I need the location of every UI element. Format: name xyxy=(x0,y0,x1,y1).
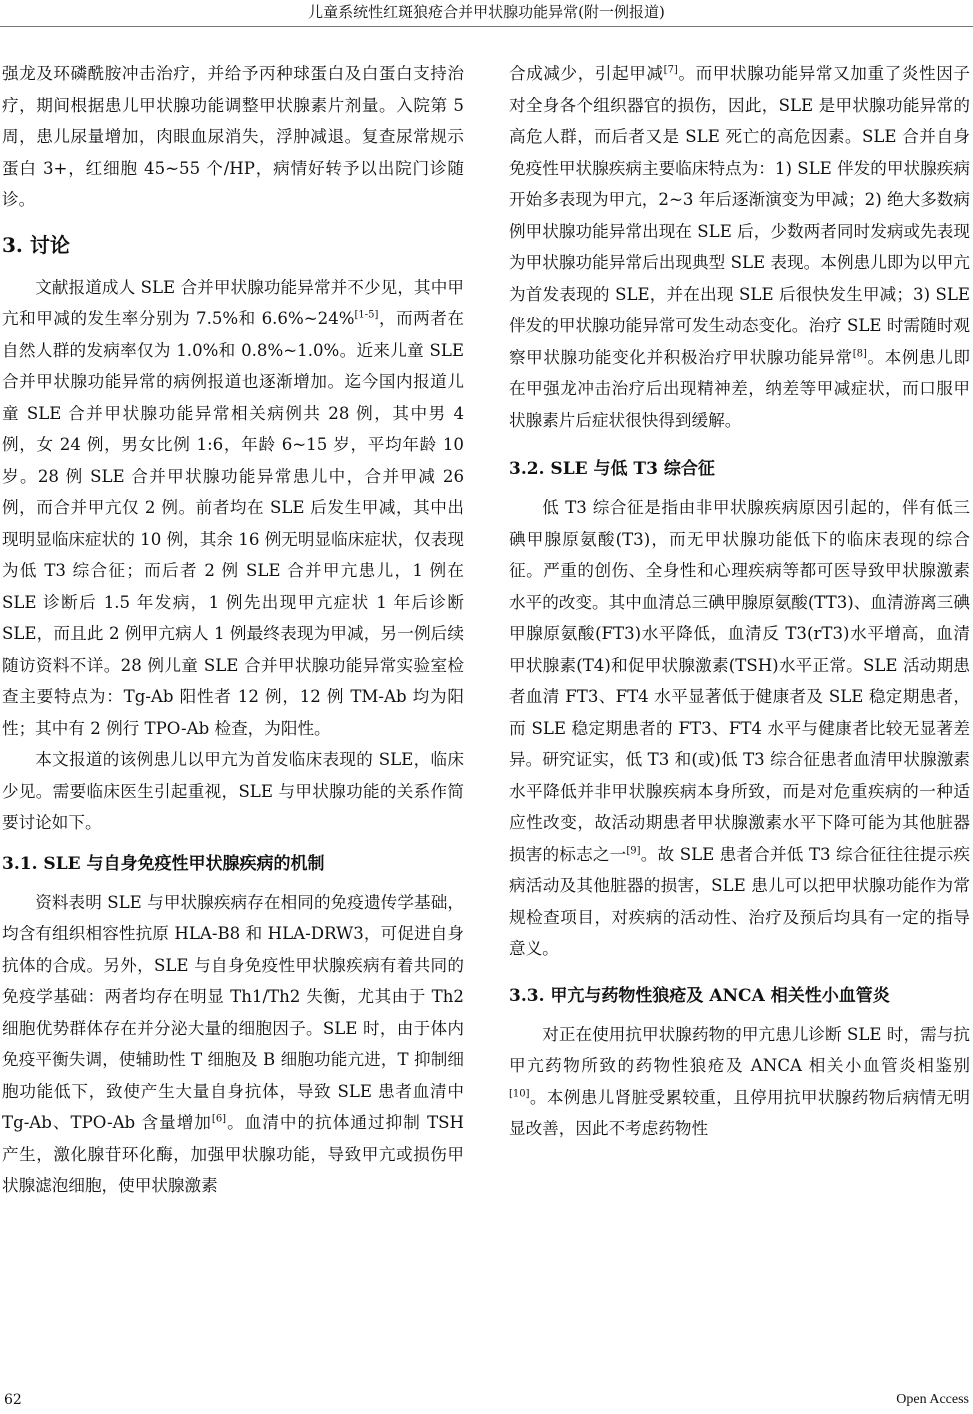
text-span: 资料表明 SLE 与甲状腺疾病存在相同的免疫遗传学基础，均含有组织相容性抗原 HLA-B8 和 HLA-DRW3，可促进自身抗体的合成。另外，SLE 与自身免疫性甲状腺疾病有着共同的免疫学基础：两者均存在明显 Th1/Th2 失衡，尤其由于 Th2 细胞优势群体存在并分泌大量的细胞因子。SLE 时，由于体内免疫平衡失调，使辅助性 T 细胞及 B 细胞功能亢进，T 抑制细胞功能低下，致使产生大量自身抗体，导致 SLE 患者血清中 Tg-Ab、TPO-Ab 含量增加 xyxy=(2,892,464,1132)
running-header: 儿童系统性红斑狼疮合并甲状腺功能异常(附一例报道) xyxy=(0,0,973,27)
text-span: 。血清中的抗体通过抑制 TSH 产生，激化腺苷环化酶，加强甲状腺功能，导致甲亢或损伤甲状腺滤泡细胞，使甲状腺激素 xyxy=(2,1113,464,1195)
text-span: 。本例患儿肾脏受累较重，且停用抗甲状腺药物后病情无明显改善，因此不考虑药物性 xyxy=(509,1087,970,1138)
citation-ref[interactable]: [1-5] xyxy=(354,309,379,321)
text-span: 。而甲状腺功能异常又加重了炎性因子对全身各个组织器官的损伤，因此，SLE 是甲状腺功能异常的高危人群，而后者又是 SLE 死亡的高危因素。SLE 合并自身免疫性甲状腺疾病主要临床特点为：1) SLE 伴发的甲状腺疾病开始多表现为甲亢，2~3 年后逐渐演变为甲减；2) 绝大多数病例甲状腺功能异常出现在 SLE 后，少数两者同时发病或先表现为甲状腺功能异常后出现典型 SLE 表现。本例患儿即为以甲亢为首发表现的 SLE，并在出现 SLE 后很快发生甲减；3) SLE 伴发的甲状腺功能异常可发生动态变化。治疗 SLE 时需随时观察甲状腺功能变化并积极治疗甲状腺功能异常 xyxy=(509,64,970,367)
subsection-heading-3-2: 3.2. SLE 与低 T3 综合征 xyxy=(509,459,715,479)
citation-ref[interactable]: [6] xyxy=(211,1113,227,1125)
citation-ref[interactable]: [7] xyxy=(663,64,678,76)
text-span: 对正在使用抗甲状腺药物的甲亢患儿诊断 SLE 时，需与抗甲亢药物所致的药物性狼疮及 ANCA 相关小血管炎相鉴别 xyxy=(509,1024,970,1075)
paragraph: 本文报道的该例患儿以甲亢为首发临床表现的 SLE，临床少见。需要临床医生引起重视，SLE 与甲状腺功能的关系作简要讨论如下。 xyxy=(2,750,464,832)
text-span: 合成减少，引起甲减 xyxy=(509,64,664,83)
citation-ref[interactable]: [9] xyxy=(626,844,641,856)
citation-ref[interactable]: [10] xyxy=(509,1087,530,1099)
publisher-label: Open Access xyxy=(896,1392,969,1407)
text-span: 低 T3 综合征是指由非甲状腺疾病原因引起的，伴有低三碘甲腺原氨酸(T3)，而无甲状腺功能低下的临床表现的综合征。严重的创伤、全身性和心理疾病等都可医导致甲状腺激素水平的改变。其中血清总三碘甲腺原氨酸(TT3)、血清游离三碘甲腺原氨酸(FT3)水平降低，血清反 T3(rT3)水平增高，血清甲状腺素(T4)和促甲状腺激素(TSH)水平正常。SLE 活动期患者血清 FT3、FT4 水平显著低于健康者及 SLE 稳定期患者，而 SLE 稳定期患者的 FT3、FT4 水平与健康者比较无显著差异。研究证实，低 T3 和(或)低 T3 综合征患者血清甲状腺激素水平降低并非甲状腺疾病本身所致，而是对危重疾病的一种适应性改变，故活动期患者甲状腺激素水平下降可能为其他脏器损害的标志之一 xyxy=(509,498,970,864)
paragraph xyxy=(2,272,464,745)
paragraph xyxy=(2,887,464,1202)
text-span: ，而两者在自然人群的发病率仅为 1.0%和 0.8%~1.0%。近来儿童 SLE 合并甲状腺功能异常的病例报道也逐渐增加。迄今国内报道儿童 SLE 合并甲状腺功能异常相关病例共 28 例，其中男 4 例，女 24 例，男女比例 1:6，年龄 6~15 岁，平均年龄 10 岁。28 例 SLE 合并甲状腺功能异常患儿中，合并甲减 26 例，而合并甲亢仅 2 例。前者均在 SLE 后发生甲减，其中出现明显临床症状的 10 例，其余 16 例无明显临床症状，仅表现为低 T3 综合征；而后者 2 例 SLE 合并甲亢患儿，1 例在 SLE 诊断后 1.5 年发病，1 例先出现甲亢症状 1 年后诊断 SLE，而且此 2 例甲亢病人 1 例最终表现为甲减，另一例后续随访资料不详。28 例儿童 SLE 合并甲状腺功能异常实验室检查主要特点为：Tg-Ab 阳性者 12 例，12 例 TM-Ab 均为阳性；其中有 2 例行 TPO-Ab 检查，为阳性。 xyxy=(2,309,464,738)
citation-ref[interactable]: [8] xyxy=(852,347,867,359)
paragraph: 强龙及环磷酰胺冲击治疗，并给予丙种球蛋白及白蛋白支持治疗，期间根据患儿甲状腺功能调整甲状腺素片剂量。入院第 5 周，患儿尿量增加，肉眼血尿消失，浮肿减退。复查尿常规示蛋白 3+，红细胞 45~55 个/HP，病情好转予以出院门诊随诊。 xyxy=(2,64,464,209)
text-span: 文献报道成人 SLE 合并甲状腺功能异常并不少见，其中甲亢和甲减的发生率分别为 7.5%和 6.6%~24% xyxy=(2,277,464,328)
paragraph xyxy=(509,58,970,436)
subsection-heading-3-3: 3.3. 甲亢与药物性狼疮及 ANCA 相关性小血管炎 xyxy=(509,985,890,1006)
paragraph xyxy=(509,492,970,965)
paragraph xyxy=(509,1019,970,1145)
page-number: 62 xyxy=(4,1392,22,1408)
text-span: 。故 SLE 患者合并低 T3 综合征往往提示疾病活动及其他脏器的损害，SLE 患儿可以把甲状腺功能作为常规检查项目，对疾病的活动性、治疗及预后均具有一定的指导意义。 xyxy=(509,844,971,958)
subsection-heading-3-1: 3.1. SLE 与自身免疫性甲状腺疾病的机制 xyxy=(2,853,325,874)
left-column xyxy=(2,58,464,1202)
right-column xyxy=(509,58,970,1145)
section-heading-discussion: 3. 讨论 xyxy=(2,232,70,257)
text-span: 。本例患儿即在甲强龙冲击治疗后出现精神差，纳差等甲减症状，而口服甲状腺素片后症状很快得到缓解。 xyxy=(509,347,971,430)
